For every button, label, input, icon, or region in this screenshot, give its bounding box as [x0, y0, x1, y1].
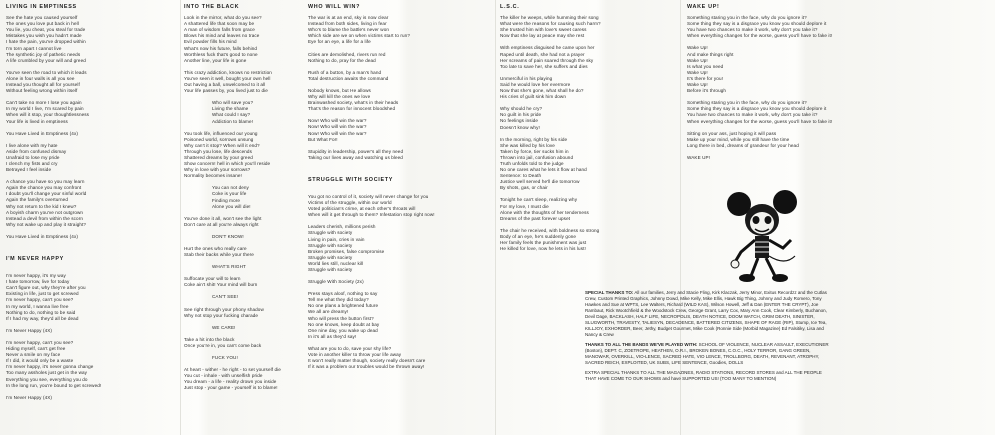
- lyric-line: A life crumbled by your will and greed: [6, 57, 86, 63]
- lyric-line: This crazy addiction, knows no restriction: [184, 69, 272, 75]
- lyric-line: Hurt the ones who really care: [184, 246, 247, 251]
- lyric-line: Why in love with your sorrows?: [184, 167, 251, 173]
- lyric-line: Something staring you in the face, why do you ignore it?: [687, 15, 807, 21]
- lyric-line: Before it's through: [687, 88, 727, 94]
- lyric-line: Body of an eye, he's suddenly gone: [500, 233, 577, 239]
- lyric-line: For my love, I must die: [500, 203, 549, 209]
- lyric-line: The chair he received, with boldness so strong: [500, 227, 600, 233]
- lyric-line: You dream - a life - reality drown you inside: [184, 379, 277, 385]
- lyric-line: I'm Never Happy (4X): [6, 394, 53, 400]
- lyric-line: You Have Lived in Emptiness (4x): [6, 233, 78, 239]
- song-title: INTO THE BLACK: [184, 4, 240, 10]
- song-title: L.S.C.: [500, 4, 520, 10]
- lyric-line: And make things right: [687, 51, 734, 57]
- lyric-line: What's now his future, falls behind: [184, 45, 258, 51]
- lyric-line: Without feeling wrong within itself: [6, 88, 78, 94]
- lyric-line: Nothing to do, nothing to be said: [6, 309, 76, 315]
- fold-line: [495, 0, 496, 435]
- lyric-line: Alone in four walls is all you see: [6, 75, 75, 81]
- lyric-line: You cut - inhale - with unselfish pride: [184, 373, 263, 379]
- lyric-line: You've done it all, won't see the light: [184, 215, 262, 221]
- lyric-line: I'm never happy, it's my way: [6, 273, 66, 279]
- lyric-line: Just stop - your game - yourself is to blame!: [184, 385, 278, 391]
- lyric-line: Sentence: to Death: [500, 173, 542, 179]
- lyric-line: Living in pain, cries in vain: [308, 236, 365, 242]
- extra-thanks-text: EXTRA SPECIAL THANKS TO ALL THE MAGAZINES, RADIO STATIONS, RECORD STORES and ALL THE PEOPLE THAT HAVE COME TO OUR SHOWS and have SUPPORTED US! (TOO MANY TO MENTION): [585, 370, 822, 381]
- lyric-line: Nobody knows, but He allows: [308, 87, 371, 93]
- lyric-line: The killer he weeps, while humming their song: [500, 15, 599, 21]
- lyric-line: Never a smile on my face: [6, 352, 61, 358]
- lyric-line: At heart - wither - he right - to set yourself die: [184, 367, 281, 373]
- lyric-line: See right through your phony shadow: [184, 306, 264, 312]
- lyric-line: CAN'T SEE!: [212, 294, 239, 300]
- lyrics-lines: [6, 15, 176, 401]
- lyric-line: Aside from confused dismay: [6, 148, 67, 154]
- lyric-line: When everything changes for the worse, guess you'll have to fake it!: [687, 118, 833, 124]
- lyric-line: Everything you see, everything you do: [6, 376, 88, 382]
- lyric-line: Which side are we on when victims start to run?: [308, 33, 410, 39]
- lyric-line: Why can't it stop? When will it end?: [184, 142, 260, 148]
- lyric-line: Blows his mind and leaves no trace: [184, 33, 260, 39]
- lyric-line: Voted politician's crime, at each other's throats will: [308, 206, 416, 212]
- lyric-line: Wake Up!: [687, 57, 708, 63]
- lyric-line: Mistakes you wish you hadn't made: [6, 33, 82, 39]
- lyric-line: Her screams of pain soared through the sky: [500, 57, 594, 63]
- lyric-line: Your life passes by, you lived just to die: [184, 88, 268, 94]
- lyric-line: Victims of the struggle, within our world: [308, 200, 392, 206]
- lyric-line: Total destruction awaits the command: [308, 75, 389, 81]
- lyric-line: Betrayed I feel inside: [6, 167, 52, 173]
- lyric-line: Can't figure out, why they're after you: [6, 285, 86, 291]
- lyric-line: Struggle with society: [308, 242, 353, 248]
- lyric-line: I'M NEVER HAPPY: [6, 256, 64, 262]
- bands-text: SCHOOL OF VIOLENCE, NUCLEAR ASSAULT, EXECUTIONER (Boston), DEPT. C, ZOETROPE, HEATHEN, O.R.I., BROKEN BONES, C.O.C., HOLY TERROR, GANG GREEN, MANOWAR, OVERKILL, VIO-LENCE, SACRED HATE, VIO LENCE, TROLLBORG, DEATH, REVENANT, ATROPHY, SACRED REICH, EXPLOITED, UK SUBS, LIFE SENTENCE, Goodies, DOLLS: [585, 342, 829, 365]
- lyrics-lines: [500, 15, 675, 252]
- lyric-line: Is what you need: [687, 63, 724, 69]
- lyric-line: Struggle With Society (2x): [308, 279, 364, 285]
- lyric-line: If I had my way, they'd all be dead: [6, 315, 79, 321]
- lyric-line: Once you're in, you can't come back: [184, 342, 262, 348]
- lyric-line: Now that she's gone, what shall he do?: [500, 88, 584, 94]
- lyric-line: I hate the pain, you've dropped within: [6, 39, 86, 45]
- lyric-line: I'm never happy, can't you see?: [6, 297, 74, 303]
- lyric-line: Make up your mind, while you still have the time: [687, 136, 790, 142]
- lyric-line: Hiding myself, can't get free: [6, 346, 66, 352]
- lyric-line: Who will save you?: [212, 100, 254, 106]
- lyric-line: DON'T KNOW!: [212, 233, 244, 239]
- lyric-line: Unafraid to lose my pride: [6, 154, 60, 160]
- lyric-line: The synthetic joy of pathetic needs: [6, 51, 81, 57]
- lyric-line: In the long run, you're bound to get screwed!: [6, 382, 102, 388]
- lyric-line: A chance you have so you may learn: [6, 179, 85, 185]
- lyric-line: No guilt in his pride: [500, 112, 542, 118]
- lyric-line: Wake Up!: [687, 45, 708, 51]
- lyric-line: He killed for love, now he lets in his lust!: [500, 246, 586, 252]
- lyric-line: I hate tomorrow, live for today: [6, 279, 70, 285]
- lyric-line: What are you to do, save your shy life?: [308, 345, 392, 351]
- lyric-line: You lie, you cheat, you steal for trade: [6, 27, 86, 33]
- lyric-line: When will it get through to them? Infestation stop right now!: [308, 212, 435, 218]
- lyric-line: Living the shame: [212, 106, 249, 112]
- lyric-line: No one cares what he lets it flow at hand: [500, 167, 587, 173]
- lyric-line: I'm Never Happy (4X): [6, 327, 53, 333]
- lyric-line: Shattered dreams by your greed: [184, 154, 253, 160]
- lyric-line: Stab their backs while your there: [184, 252, 254, 258]
- lyric-line: You took life, influenced our young: [184, 130, 258, 136]
- lyric-line: I'm never happy, it's never gonna change: [6, 364, 94, 370]
- thanks-text: All our families, Jerry and Stacie Fling, Kirk Klaczak, Jerry Minor, Exitus Recordzz and the Cutlas Crew, Custom Printed Graphics, Johnny Dowd, Mike Kelly, Mike Ellis, Hawk Big Thing, Johnny and Judy Romero, Tony Hawkes and Sue at WPTS, Lee Walters, Richard (WILD KAS), Wilson Howell, Jeff & Dan (ENTER THE CRYPT), Joe Rambaut, Rick Wootchfield & the Woodstock Crew, George Grant, Larry Cox, Mary Ann Cook, Clear Kimberly, Buchanon, Devil Dage, BACKLASH, HALF LIFE, NECROPOLIS, DEATH NOTICE, DOOM WATCH, GRIM DEATH, SINISTER, SLUGWORTH, TRAVESTY, TALIESYN, DECADENCE, BATTERED CITIZENS, SHAPE OF RAGE (RIP), Stump, Ice Tea, KILLJOY, EXHORDER, Beer, Jethy, Budget Gourmet, Mike Cook (Ronnie Side (Morbid Magazine) Ed Falsitiky, Lisa and Nancy & Crew: [585, 290, 827, 337]
- lyric-line: I live alone with my hate: [6, 142, 58, 148]
- lyric-line: Her family feels the punishment was just: [500, 240, 587, 245]
- lyric-line: Look in the mirror, what do you see?: [184, 15, 262, 21]
- lyric-line: Instead a devil from within the scorn: [6, 215, 83, 221]
- lyric-line: Unmerciful in his playing: [500, 75, 553, 81]
- lyric-line: Who's to blame the battle's never won: [308, 27, 390, 33]
- lyric-line: You have two chances to make it work, why don't you take it?: [687, 112, 818, 118]
- lyric-line: Why not wake up and play it straight?: [6, 221, 87, 227]
- song-title: WHO WILL WIN?: [308, 4, 361, 10]
- lyric-line: That's the reason for innocent bloodshed: [308, 106, 396, 112]
- lyric-line: Your life is lived in emptiness: [6, 118, 68, 124]
- lyric-line: It won't really matter though, society really doesn't care: [308, 358, 426, 364]
- lyric-line: The ones you love put back in hell: [6, 21, 79, 27]
- lyric-line: Too many assholes just get in the way: [6, 370, 88, 376]
- lyric-line: Out having a ball, unwelcomed to it all: [184, 82, 266, 88]
- lyric-line: Tell me what they did today?: [308, 297, 369, 303]
- lyric-line: If it was a problem our troubles would be thrown away!: [308, 364, 425, 370]
- lyric-line: FUCK YOU!: [212, 355, 238, 361]
- lyric-line: Existing in life, just to get screwed: [6, 291, 79, 297]
- lyric-line: One nine day, you wake up dead: [308, 327, 378, 333]
- lyric-line: Now that she lay at peace may she rest: [500, 33, 585, 39]
- lyric-line: It's there for you!: [687, 75, 723, 81]
- lyric-line: Now! Who will win the war?: [308, 118, 367, 124]
- bands-heading: THANKS TO ALL THE BANDS WE'VE PLAYED WITH:: [585, 342, 698, 347]
- lyric-line: Finding more: [212, 197, 241, 203]
- lyric-line: What could I say?: [212, 112, 251, 118]
- lyric-line: Sitting on your ass, just hoping it will pass: [687, 130, 777, 136]
- lyric-line: Raped until death, she had not a prayer: [500, 51, 585, 57]
- lyric-line: Now! Who will win the war?: [308, 130, 367, 136]
- lyric-line: Struggle with society: [308, 267, 353, 272]
- lyric-line: Eye for an eye, a life for a life: [308, 39, 371, 45]
- lyric-line: Through you lose, life descends: [184, 148, 252, 154]
- lyric-line: A man of wisdom falls from grace: [184, 27, 255, 33]
- lyric-line: Brainwashed society, what's in their heads: [308, 100, 399, 106]
- lyric-line: Taking our lives away and watching us bleed: [308, 154, 403, 160]
- lyric-line: Poisoned world, sorrows unsung: [184, 136, 254, 142]
- lyrics-lines: [308, 15, 488, 370]
- lyric-line: Alone you will die!: [212, 203, 251, 209]
- lyric-line: Too late to save her, she suffers and dies: [500, 63, 588, 69]
- lyric-line: Who will press the button first?: [308, 315, 374, 321]
- lyric-line: No one plans a brightened future: [308, 303, 379, 309]
- lyric-line: Coke is your life: [212, 191, 247, 197]
- lyric-line: You got no control of it, society will never change for you: [308, 193, 429, 199]
- lyric-line: I'm torn apart I cannot live: [6, 45, 62, 51]
- lyric-line: The war is at an end, sky is now clear: [308, 15, 389, 21]
- lyric-line: Show concern! hell in which you'll reside: [184, 161, 271, 167]
- lyric-line: Struggle with society: [308, 254, 353, 260]
- lyric-line: Suffocate your will to learn: [184, 276, 241, 282]
- lyric-line: Truth unfolds told to the judge: [500, 160, 564, 166]
- lyric-line: Instead from both sides, living in fear: [308, 21, 387, 27]
- song-title: WAKE UP!: [687, 4, 720, 10]
- lyric-line: Instead you thought all for yourself: [6, 82, 80, 88]
- lyric-line: See the hate you caused yourself: [6, 15, 78, 21]
- lyric-line: Press stays aloof, nothing to say: [308, 291, 378, 297]
- lyric-line: Worthless fuck that's good to none: [184, 51, 258, 57]
- lyric-line: You have two chances to make it work, why don't you take it?: [687, 27, 818, 33]
- lyric-line: Addiction to blame!: [212, 118, 253, 124]
- lyric-line: No one knows, keep doubt at bay: [308, 321, 380, 327]
- lyric-line: Coke ain't shit! Your mind will burn: [184, 282, 258, 288]
- lyric-line: WHAT'S RIGHT: [212, 264, 246, 270]
- lyric-line: I clench my fists and cry: [6, 160, 58, 166]
- lyric-line: A boyish charm you've not outgrown: [6, 209, 84, 215]
- lyric-line: Something staring you in the face, why do you ignore it?: [687, 100, 807, 106]
- lyric-line: Stupidity in leadership, power's all they need: [308, 148, 404, 154]
- lyric-line: You've seen the road to which it leads: [6, 69, 87, 75]
- lyric-line: You can not deny: [212, 185, 249, 191]
- lyric-line: Said he would love her evermore: [500, 81, 571, 87]
- lyric-line: Why will kill the ones we love: [308, 94, 371, 100]
- lyric-line: Some thing they say is a disgrace you know you should deplore it: [687, 21, 827, 27]
- lyrics-column-1: [6, 0, 176, 435]
- lyric-line: Cities are demolished, rivers run red: [308, 51, 386, 57]
- lyric-line: Taken by force, tier sucks him in: [500, 148, 569, 154]
- lyric-line: She trusted him with love's sweet caress: [500, 27, 587, 33]
- song-title: LIVING IN EMPTINESS: [6, 4, 77, 10]
- stanza-gap: [308, 167, 488, 173]
- lyric-line: Why should he cry?: [500, 106, 543, 112]
- lyric-line: Again the chance you may confront: [6, 185, 82, 191]
- lyric-line: Again the family's overturned: [6, 197, 68, 203]
- lyric-line: With emptiness disguised he came upon her: [500, 45, 595, 51]
- lyric-line: No feelings inside: [500, 118, 539, 124]
- lyric-line: What were the reasons for causing such harm?: [500, 21, 601, 27]
- lyric-line: In my world, I wanna live free: [6, 303, 69, 309]
- lyric-line: Wake Up!: [687, 82, 708, 88]
- lyric-line: Wake Up!: [687, 69, 708, 75]
- fold-line: [180, 0, 181, 435]
- lyric-line: Thrown into jail, confusion abound: [500, 154, 574, 160]
- lyric-line: Why not stop your fucking charade: [184, 312, 259, 318]
- lyric-line: Why not return to the kid I knew?: [6, 203, 77, 209]
- lyric-line: Vote in another killer to throw your life away: [308, 352, 402, 358]
- lyric-line: Alone with the thoughts of her tenderness: [500, 209, 589, 215]
- lyric-line: When everything changes for the worse, guess you'll have to fake it!: [687, 33, 833, 39]
- lyric-line: In my world I live, I'm scared by pain: [6, 106, 84, 112]
- lyric-line: Now! Who will win the war?: [308, 124, 367, 130]
- lyrics-lines: [687, 15, 857, 161]
- lyric-line: Tonight he can't sleep, realizing why: [500, 197, 578, 203]
- lyric-line: Leaders cherish, millions perish: [308, 224, 376, 230]
- lyric-line: Dreams of the past forever upset: [500, 215, 571, 221]
- lyric-line: Long there in bed, dreams of grandeur for your head: [687, 142, 799, 148]
- thanks-section: [585, 290, 830, 382]
- lyric-line: World lies still, nuclear kill: [308, 260, 364, 266]
- lyric-line: She was killed by his love: [500, 142, 555, 148]
- lyric-line: You've seen it well, bought your own hell: [184, 75, 271, 81]
- lyric-line: Justice well served he'll die tomorrow: [500, 179, 580, 185]
- thanks-heading: SPECIAL THANKS TO:: [585, 290, 634, 295]
- lyric-line: We all are dreamy!: [308, 309, 349, 315]
- lyric-line: I'm never happy, can't you see?: [6, 339, 74, 345]
- lyric-line: By shots, gas, or chair: [500, 185, 548, 191]
- skeleton-mouse-illustration: [725, 190, 805, 285]
- lyric-line: His cries of guilt sink him down: [500, 94, 567, 100]
- lyric-line: Nothing to do, pray for the dead: [308, 57, 376, 63]
- lyric-line: Struggle with society: [308, 230, 353, 236]
- lyric-line: WAKE UP!: [687, 154, 711, 160]
- lyric-line: Rush of a button, by a man's hand: [308, 69, 382, 75]
- lyric-line: Some thing they say is a disgrace you know you should deplore it: [687, 106, 827, 112]
- lyric-line: STRUGGLE WITH SOCIETY: [308, 176, 394, 183]
- lyric-line: In it's all as they'd say!: [308, 333, 357, 339]
- lyric-line: You Have Lived in Emptiness (4x): [6, 130, 78, 136]
- lyric-line: Normality becomes insane!: [184, 173, 242, 179]
- lyric-line: Evil powder fills his mind: [184, 39, 237, 45]
- lyric-line: Can't take no more I lose you again: [6, 100, 82, 106]
- lyrics-column-3: [308, 0, 488, 435]
- lyric-line: But What For!: [308, 136, 338, 142]
- lyric-line: In the morning, right by his side: [500, 136, 568, 142]
- lyric-line: Doesn't know why!: [500, 124, 540, 130]
- stanza-gap: [6, 246, 176, 252]
- lyric-line: I doubt you'll change your sinful world: [6, 191, 87, 197]
- lyric-line: Take a hit into the black: [184, 336, 235, 342]
- lyric-line: When will it stop, your thoughtlessness: [6, 112, 90, 118]
- lyric-line: Another line, your life is gone: [184, 57, 247, 63]
- lyric-line: WE CARE!: [212, 324, 236, 330]
- lyric-line: Broken promises, false compromise: [308, 248, 385, 254]
- lyric-line: If I did, it would only be a waste: [6, 358, 74, 364]
- lyric-line: A shattered life that soon may be: [184, 21, 255, 27]
- lyric-line: Don't care at all you're always right: [184, 221, 259, 227]
